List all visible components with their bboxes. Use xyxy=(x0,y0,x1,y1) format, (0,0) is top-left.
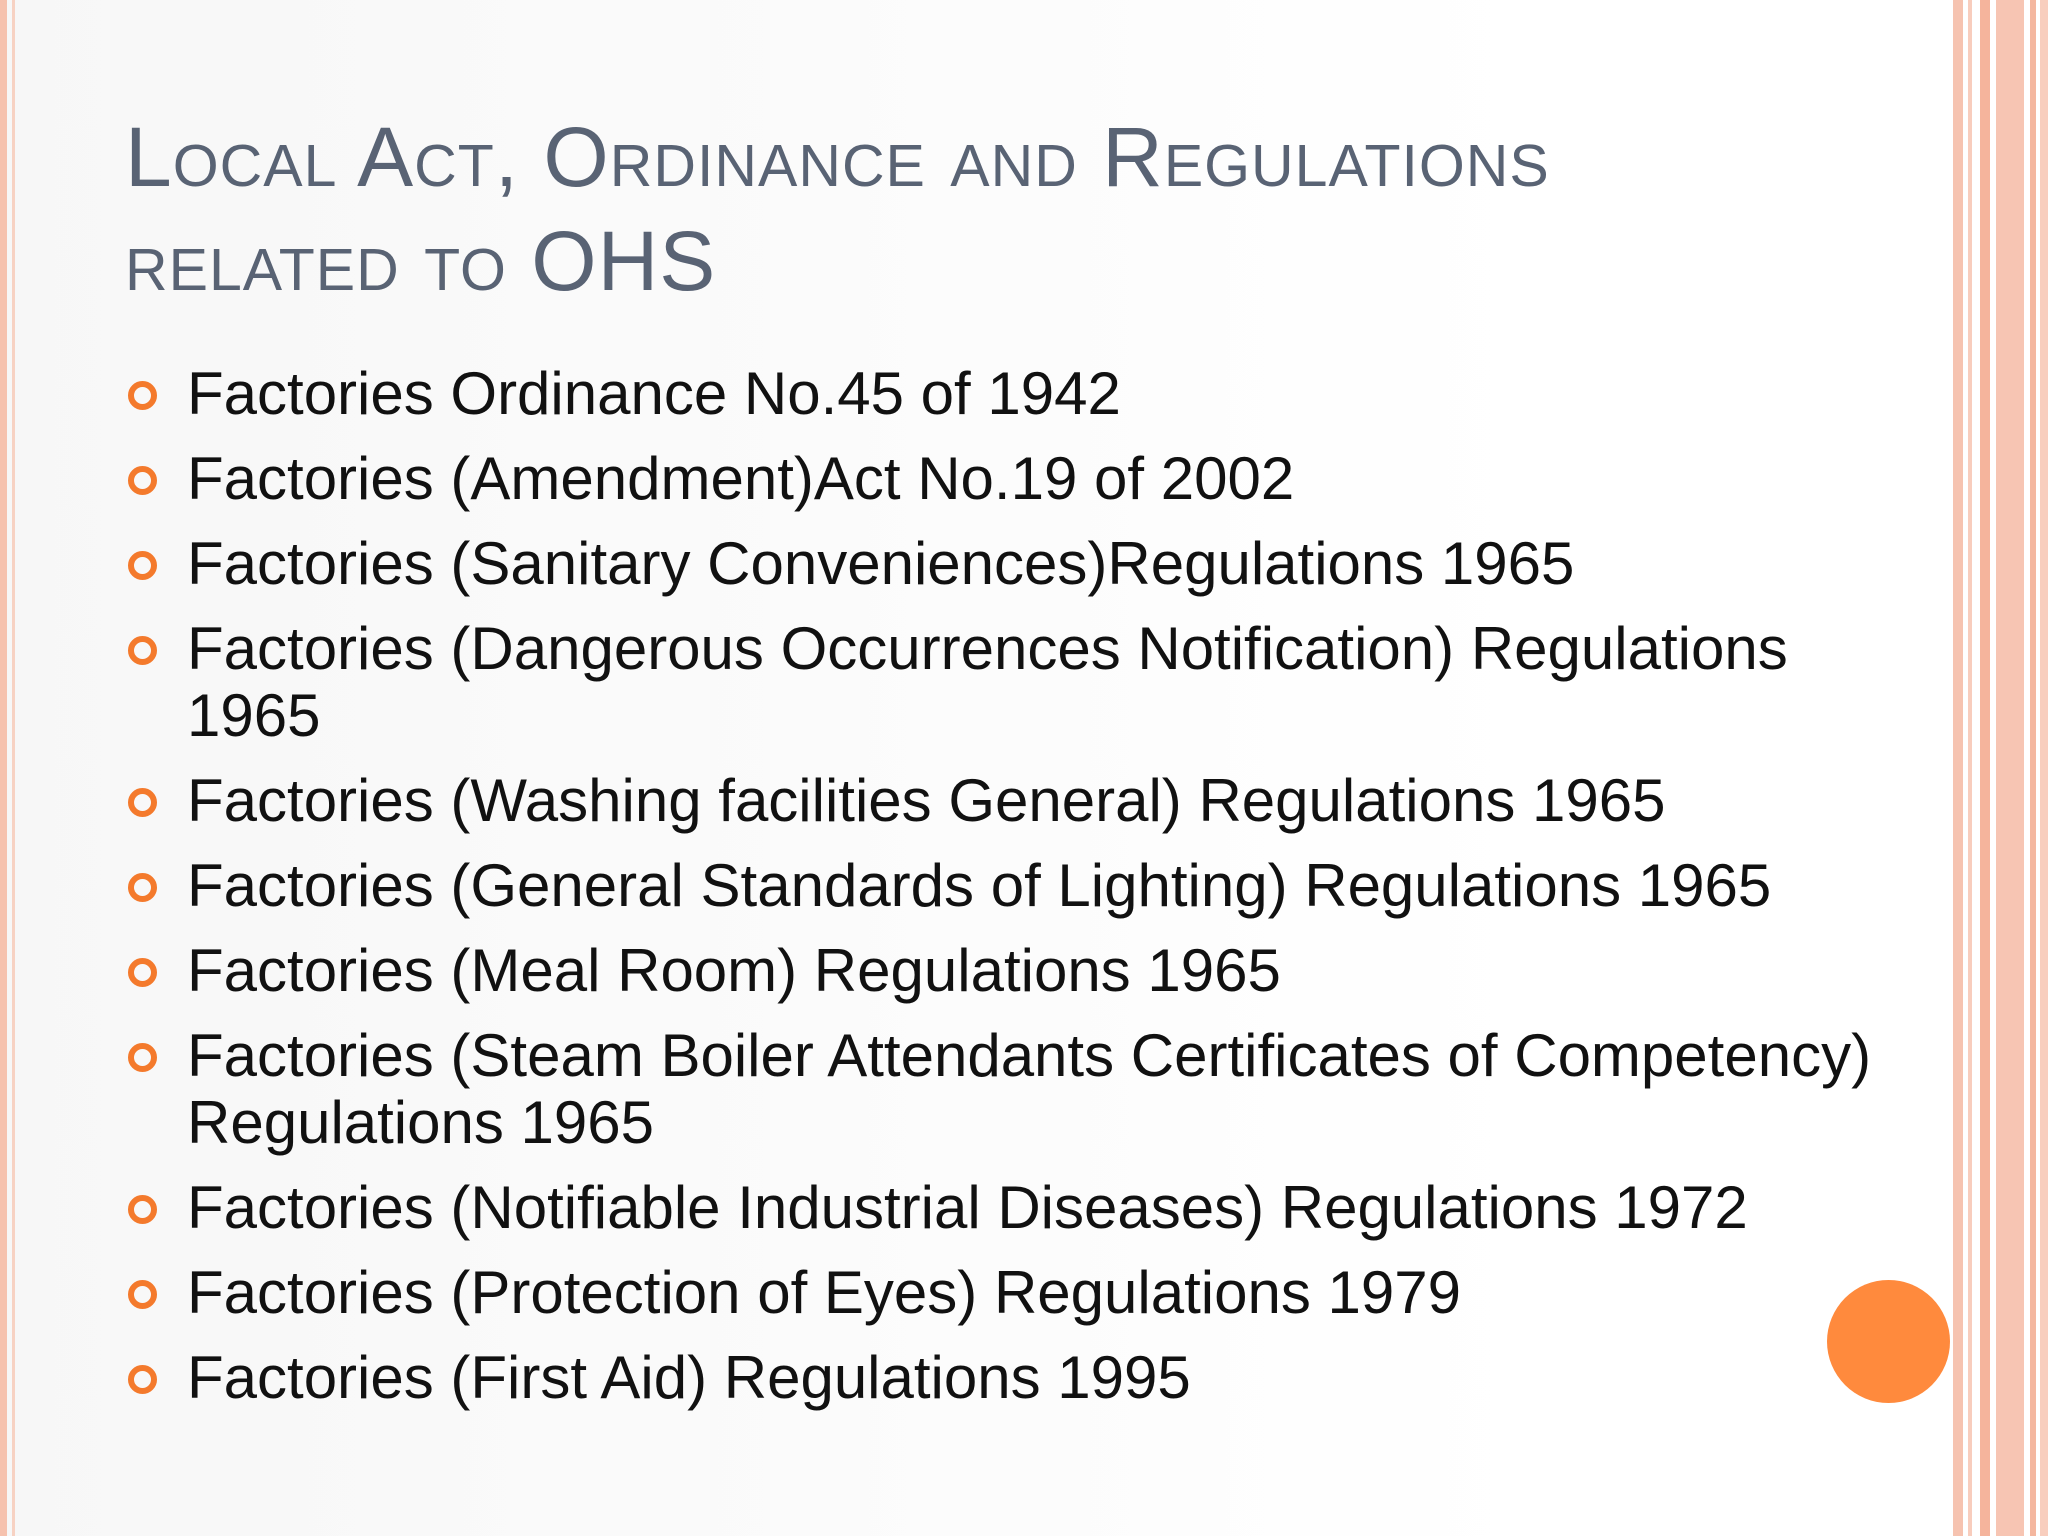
list-item-text: Factories (Sanitary Conveniences)Regulations 1965 xyxy=(187,530,1575,597)
list-item xyxy=(125,1174,1875,1241)
right-stripe xyxy=(1953,0,1963,1536)
list-item xyxy=(125,937,1875,1004)
circle-bullet-icon xyxy=(128,636,157,665)
circle-bullet-icon xyxy=(128,1280,157,1309)
list-item xyxy=(125,530,1875,597)
list-item xyxy=(125,615,1875,749)
circle-bullet-icon xyxy=(128,1365,157,1394)
list-item xyxy=(125,1022,1875,1156)
list-item-text: Factories (Protection of Eyes) Regulations 1979 xyxy=(187,1259,1461,1326)
left-border-thin-stripe xyxy=(12,0,15,1536)
list-item-text: Factories (Meal Room) Regulations 1965 xyxy=(187,937,1281,1004)
list-item xyxy=(125,852,1875,919)
list-item-text: Factories (Steam Boiler Attendants Certificates of Competency) Regulations 1965 xyxy=(187,1022,1872,1156)
list-item-text: Factories (Washing facilities General) Regulations 1965 xyxy=(187,767,1666,834)
slide-title xyxy=(125,105,1885,313)
circle-bullet-icon xyxy=(128,788,157,817)
circle-bullet-icon xyxy=(128,466,157,495)
circle-bullet-icon xyxy=(128,1043,157,1072)
list-item-text: Factories (General Standards of Lighting) Regulations 1965 xyxy=(187,852,1772,919)
list-item xyxy=(125,1344,1875,1411)
right-stripe xyxy=(1980,0,1990,1536)
slide-title-line-1: Local Act, Ordinance and Regulations xyxy=(125,110,1550,204)
circle-bullet-icon xyxy=(128,958,157,987)
circle-bullet-icon xyxy=(128,1195,157,1224)
left-border-stripe xyxy=(0,0,7,1536)
bullet-list xyxy=(125,360,1875,1429)
circle-bullet-icon xyxy=(128,873,157,902)
list-item xyxy=(125,1259,1875,1326)
right-stripe xyxy=(1968,0,1972,1536)
decorative-orange-circle xyxy=(1827,1280,1950,1403)
list-item-text: Factories (Notifiable Industrial Diseases) Regulations 1972 xyxy=(187,1174,1748,1241)
list-item-text: Factories Ordinance No.45 of 1942 xyxy=(187,360,1121,427)
list-item xyxy=(125,767,1875,834)
circle-bullet-icon xyxy=(128,551,157,580)
list-item-text: Factories (Dangerous Occurrences Notification) Regulations 1965 xyxy=(187,615,1788,749)
list-item-text: Factories (First Aid) Regulations 1995 xyxy=(187,1344,1191,1411)
right-stripe xyxy=(2040,0,2048,1536)
right-stripe xyxy=(2030,0,2036,1536)
slide-title-line-2: related to OHS xyxy=(125,214,717,308)
list-item xyxy=(125,360,1875,427)
circle-bullet-icon xyxy=(128,381,157,410)
list-item xyxy=(125,445,1875,512)
right-stripe xyxy=(1996,0,2024,1536)
list-item-text: Factories (Amendment)Act No.19 of 2002 xyxy=(187,445,1295,512)
